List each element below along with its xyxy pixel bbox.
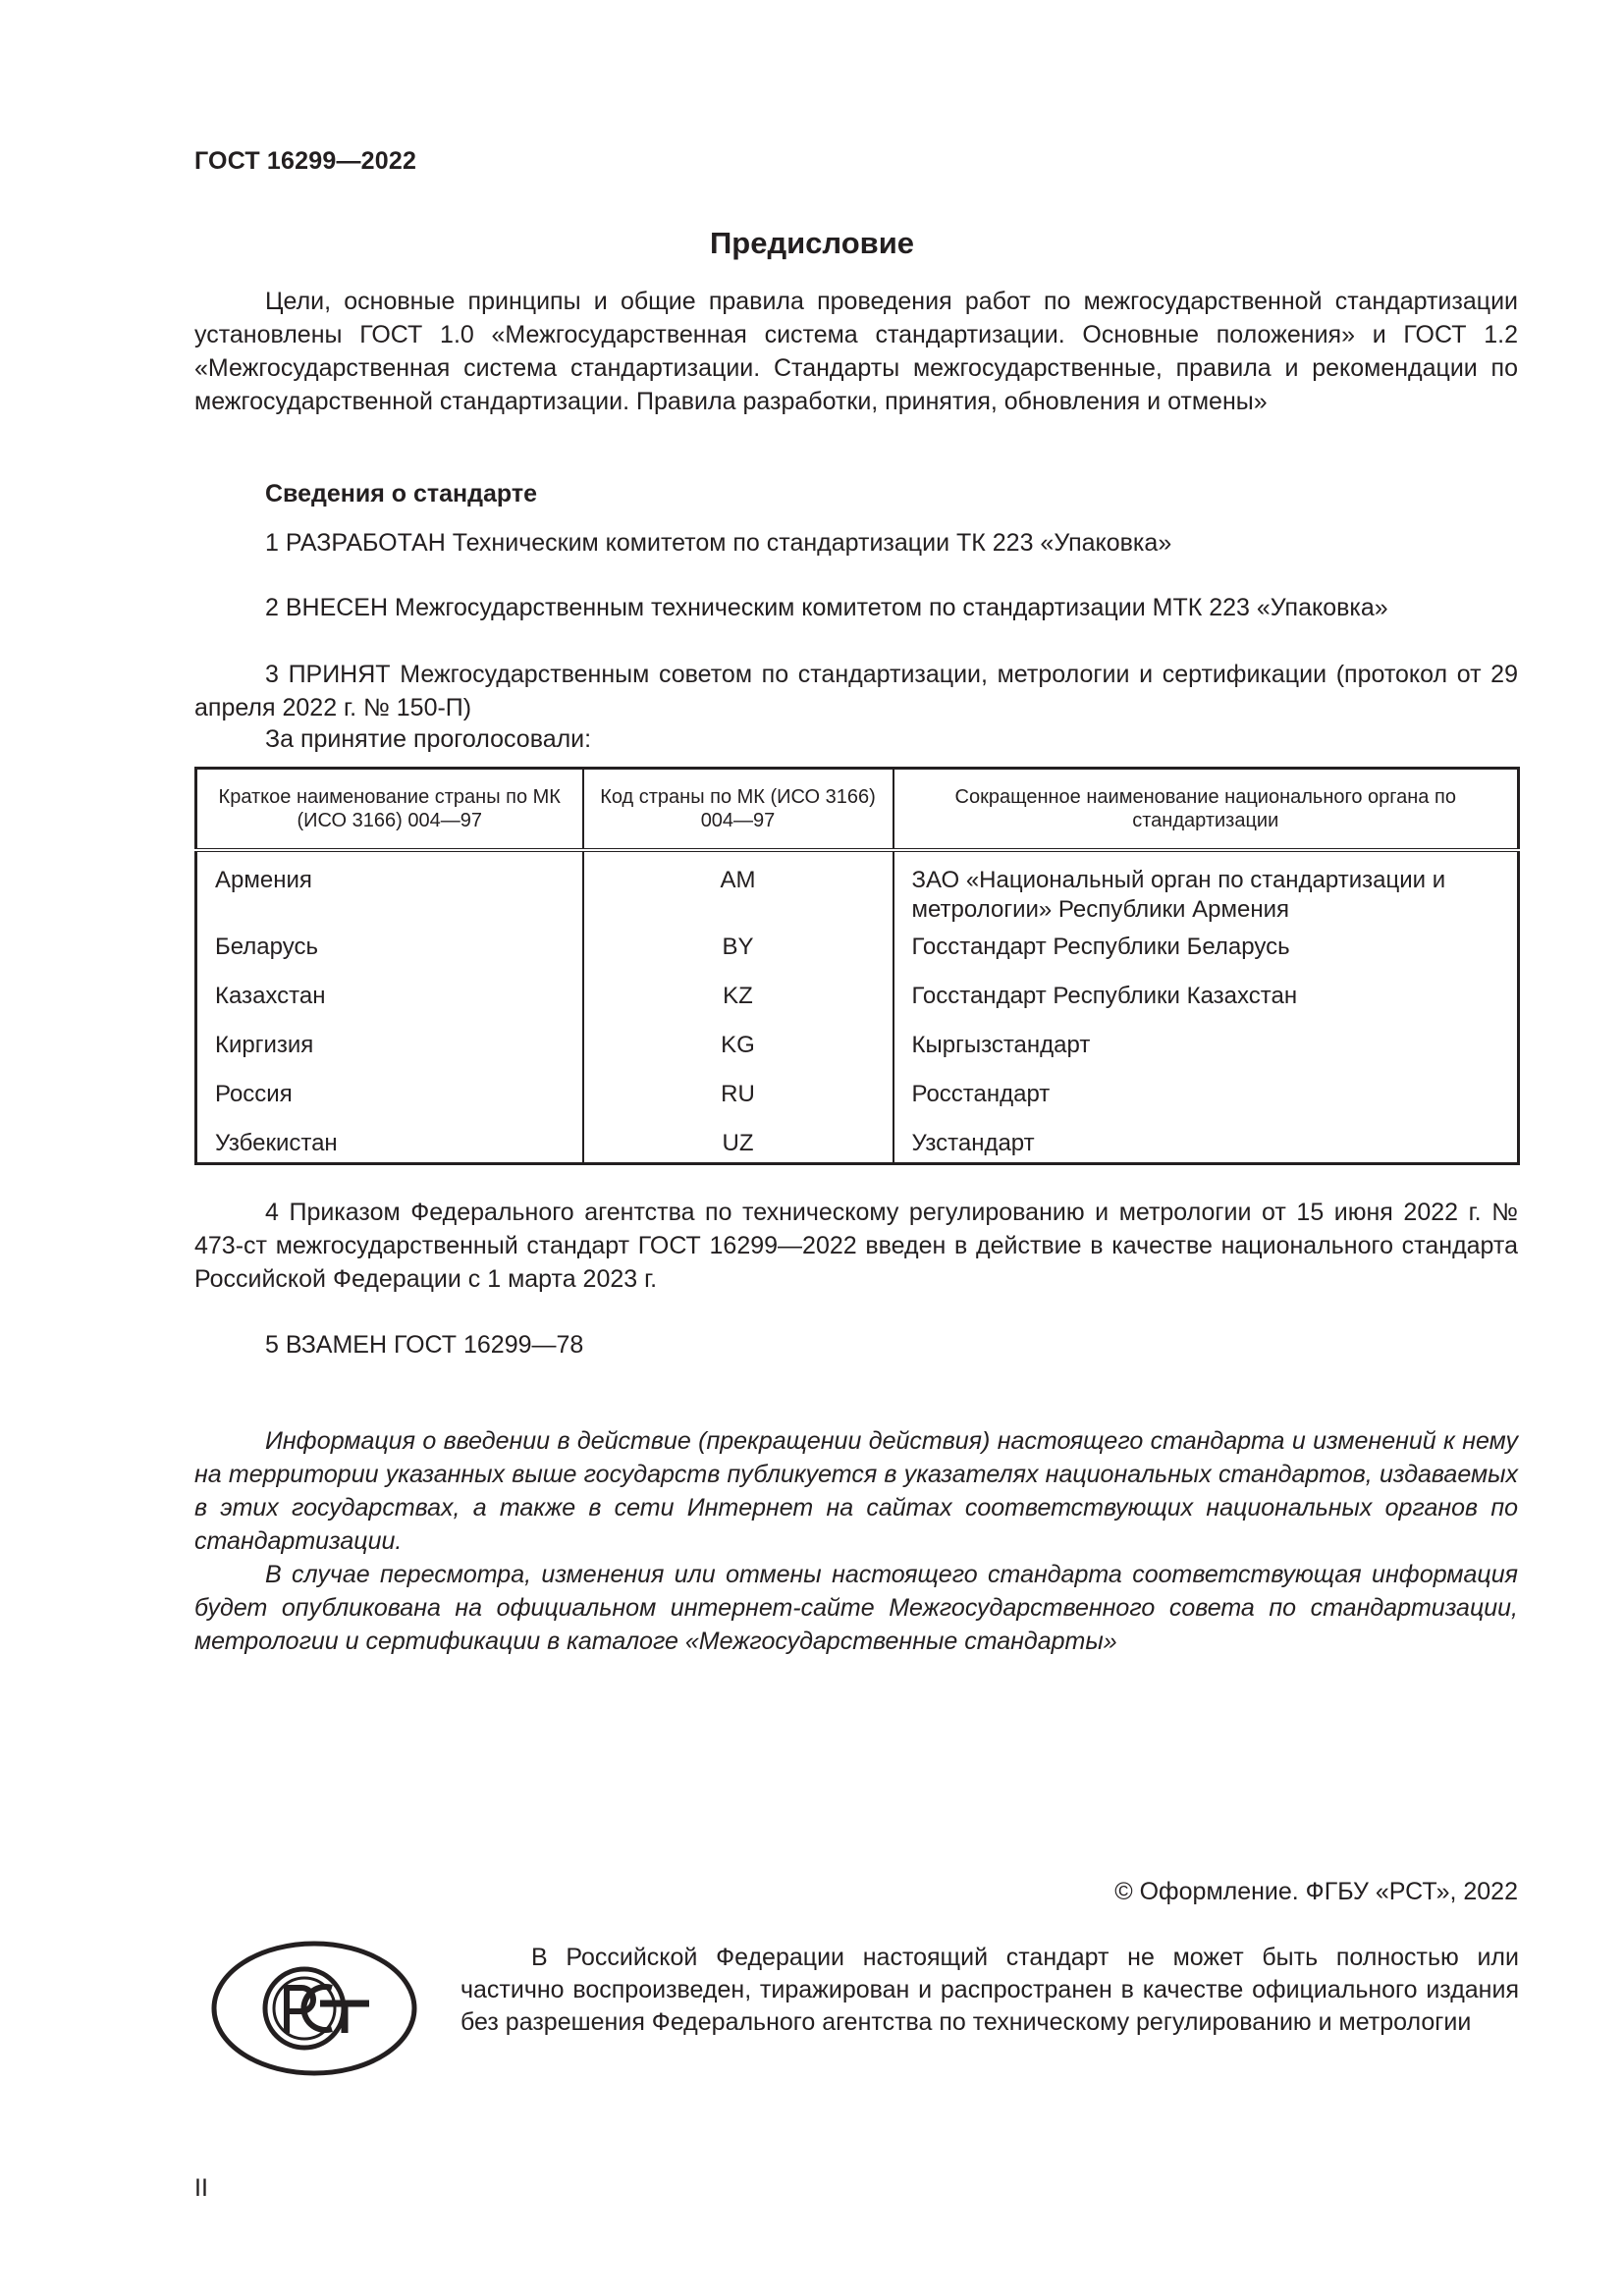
table-row	[196, 1125, 1519, 1164]
item-1-developed: 1 РАЗРАБОТАН Техническим комитетом по стандартизации ТК 223 «Упаковка»	[265, 529, 1172, 557]
cell-country: Узбекистан	[196, 1125, 583, 1164]
cell-code: KZ	[583, 978, 893, 1027]
table-row	[196, 978, 1519, 1027]
cell-code: BY	[583, 929, 893, 978]
item-2-introduced: 2 ВНЕСЕН Межгосударственным техническим комитетом по стандартизации МТК 223 «Упаковка»	[265, 594, 1388, 621]
table-header-country: Краткое наименование страны по МК (ИСО 3166) 004—97	[196, 769, 583, 851]
cell-body: Кыргызстандарт	[893, 1027, 1519, 1076]
voted-caption: За принятие проголосовали:	[265, 725, 592, 753]
item-3-adopted: 3 ПРИНЯТ Межгосударственным советом по стандартизации, метрологии и сертификации (протокол от 29 апреля 2022 г. № 150-П)	[194, 661, 1518, 721]
cell-code: AM	[583, 850, 893, 929]
cell-body: Госстандарт Республики Казахстан	[893, 978, 1519, 1027]
cell-body: ЗАО «Национальный орган по стандартизации и метрологии» Республики Армения	[893, 850, 1519, 929]
table-row	[196, 1076, 1519, 1125]
item-4-order: 4 Приказом Федерального агентства по техническому регулированию и метрологии от 15 июня 2022 г. № 473-ст межгосударственный стандарт ГОСТ 16299—2022 введен в действие в качестве национального стандарта Российской Федерации с 1 марта 2023 г.	[194, 1199, 1518, 1293]
copyright-notice: В Российской Федерации настоящий стандарт не может быть полностью или частично воспроизведен, тиражирован и распространен в качестве официального издания без разрешения Федерального агентства по техническому регулированию и метрологии	[460, 1944, 1519, 2036]
intro-paragraph: Цели, основные принципы и общие правила проведения работ по межгосударственной стандартизации установлены ГОСТ 1.0 «Межгосударственная система стандартизации. Основные положения» и ГОСТ 1.2 «Межгосударственная система стандартизации. Стандарты межгосударственные, правила и рекомендации по межгосударственной стандартизации. Правила разработки, принятия, обновления и отмены»	[194, 288, 1518, 415]
table-header-code: Код страны по МК (ИСО 3166) 004—97	[583, 769, 893, 851]
cell-country: Беларусь	[196, 929, 583, 978]
document-code: ГОСТ 16299—2022	[194, 147, 417, 175]
page-number: II	[194, 2174, 208, 2202]
table-row	[196, 850, 1519, 929]
cell-country: Россия	[196, 1076, 583, 1125]
table-header-body: Сокращенное наименование национального органа по стандартизации	[893, 769, 1519, 851]
cell-code: RU	[583, 1076, 893, 1125]
cell-body: Росстандарт	[893, 1076, 1519, 1125]
table-row	[196, 929, 1519, 978]
cell-country: Казахстан	[196, 978, 583, 1027]
table-row	[196, 1027, 1519, 1076]
voting-table	[194, 767, 1520, 1165]
page-title: Предисловие	[709, 226, 914, 260]
cell-code: KG	[583, 1027, 893, 1076]
cell-code: UZ	[583, 1125, 893, 1164]
info-heading: Сведения о стандарте	[265, 480, 538, 507]
italic-revision-paragraph: В случае пересмотра, изменения или отмены настоящего стандарта соответствующая информация будет опубликована на официальном интернет-сайте Межгосударственного совета по стандартизации, метрологии и сертификации в каталоге «Межгосударственные стандарты»	[194, 1561, 1518, 1655]
table-header-row	[196, 769, 1519, 851]
item-5-replaces: 5 ВЗАМЕН ГОСТ 16299—78	[265, 1331, 584, 1359]
rst-logo-icon	[210, 1939, 419, 2078]
cell-country: Армения	[196, 850, 583, 929]
italic-info-paragraph: Информация о введении в действие (прекращении действия) настоящего стандарта и изменений к нему на территории указанных выше государств публикуется в указателях национальных стандартов, издаваемых в этих государствах, а также в сети Интернет на сайтах соответствующих национальных органов по стандартизации.	[194, 1427, 1518, 1555]
cell-body: Госстандарт Республики Беларусь	[893, 929, 1519, 978]
cell-country: Киргизия	[196, 1027, 583, 1076]
copyright-line: © Оформление. ФГБУ «РСТ», 2022	[1114, 1878, 1518, 1905]
cell-body: Узстандарт	[893, 1125, 1519, 1164]
